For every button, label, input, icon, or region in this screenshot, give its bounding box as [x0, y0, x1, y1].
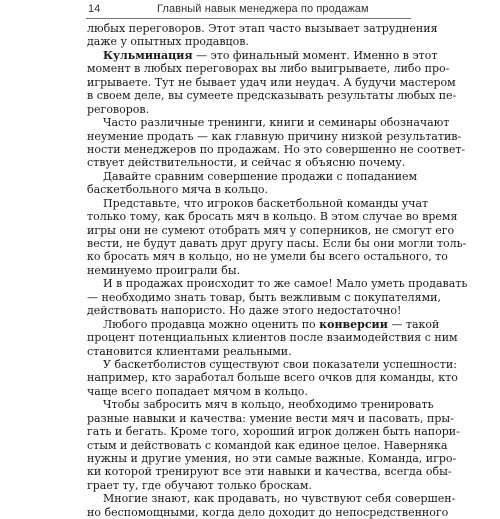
- running-title: Главный навык менеджера по продажам: [157, 3, 369, 15]
- text-line: момент в любых переговорах вы либо выигрываете, либо про-: [87, 62, 450, 76]
- text-line: например, кто заработал больше всего очков для команды, кто: [87, 371, 458, 385]
- text-line: в своем деле, вы сумеете предсказывать результаты любых пе-: [87, 89, 457, 103]
- text-line: И в продажах происходит то же самое! Мало уметь продавать: [103, 277, 468, 291]
- text-line: игры они не сумеют отобрать мяч у соперников, не смогут его: [87, 223, 455, 237]
- text-line: баскетбольного мяча в кольцо.: [87, 183, 269, 197]
- text-line: нужны и другие умения, но эти самые важные. Команда, игро-: [87, 452, 457, 465]
- text-line: игрываете. Тут не бывает удач или неудач. А будучи мастером: [87, 75, 456, 89]
- header-rule: [86, 18, 411, 19]
- bold-term: конверсии: [319, 317, 388, 331]
- text-line: неминуемо проиграли бы.: [87, 263, 241, 277]
- page-header: [0, 0, 500, 20]
- text-line: Давайте сравним совершение продажи с попаданием: [103, 169, 418, 183]
- body-text: [87, 22, 468, 519]
- text-line: У баскетболистов существуют свои показатели успешности:: [103, 357, 457, 371]
- text-line: реговоров.: [87, 102, 150, 116]
- text-line: ности менеджеров по продажам. Но это совершенно не соответ-: [87, 142, 466, 156]
- text-line: ко бросать мяч в кольцо, но не умели бы всего остального, то: [87, 250, 448, 264]
- text-line: процент потенциальных клиентов после взаимодействия с ним: [87, 331, 458, 345]
- text-line: ствует действительности, и сейчас я объясню почему.: [87, 156, 406, 170]
- text-line: разные навыки и качества: умение вести мяч и пасовать, пры-: [87, 411, 454, 425]
- page-number: 14: [88, 3, 101, 15]
- text-line: но беспомощными, когда дело доходит до непосредственного: [87, 505, 449, 519]
- text-line: действовать напористо. Но даже этого недостаточно!: [87, 304, 402, 318]
- text-line: стым и действовать с командой как единое целое. Наверняка: [87, 438, 448, 452]
- text-line: Часто различные тренинги, книги и семинары обозначают: [103, 116, 450, 130]
- text-line: становится клиентами реальными.: [87, 344, 292, 358]
- text-line: любых переговоров. Этот этап часто вызывает затруднения: [87, 22, 438, 35]
- text-line: Любого продавца можно оценить по конверсии — такой: [103, 317, 440, 331]
- text-line: вести, не будут давать друг другу пасы. Если бы они могли толь-: [87, 237, 467, 250]
- text-line: неумение продать — как главную причину низкой результатив-: [87, 129, 462, 143]
- text-line: даже у опытных продавцов.: [87, 35, 249, 49]
- bold-term: Кульминация: [103, 48, 193, 62]
- text-line: гать и бегать. Кроме того, хороший игрок должен быть напори-: [87, 425, 460, 439]
- text-line: Представьте, что игроков баскетбольной команды учат: [103, 196, 429, 210]
- text-line: ки которой тренируют все эти навыки и качества, всегда обы-: [87, 465, 452, 479]
- text-line: — необходимо знать товар, быть вежливым с покупателями,: [87, 290, 441, 304]
- text-line: только тому, как бросать мяч в кольцо. В этом случае во время: [87, 210, 458, 224]
- text-line: Кульминация — это финальный момент. Именно в этот: [103, 48, 438, 62]
- text-line: Многие знают, как продавать, но чувствуют себя совершен-: [103, 492, 456, 506]
- text-line: Чтобы забросить мяч в кольцо, необходимо тренировать: [103, 398, 434, 412]
- text-line: чаще всего попадает мячом в кольцо.: [87, 384, 308, 398]
- text-line: грает ту, где обучают только броскам.: [87, 478, 312, 492]
